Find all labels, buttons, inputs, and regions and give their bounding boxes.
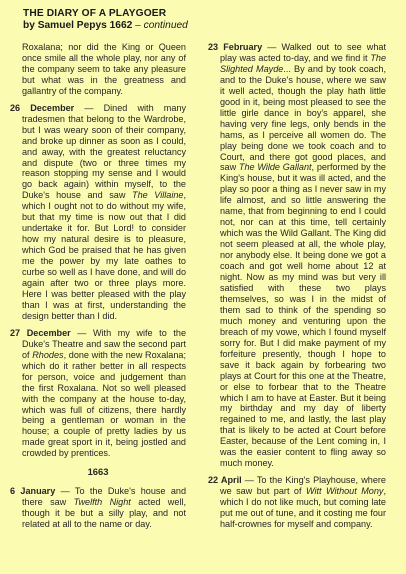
entry-date: 23 February — [208, 42, 263, 52]
diary-entry-jan-6 — [10, 486, 186, 530]
year-heading: 1663 — [87, 466, 109, 478]
diary-entry-feb-23 — [208, 42, 386, 469]
diary-entry-continuation — [10, 42, 186, 97]
play-title: Witt Without Mony — [305, 486, 384, 497]
page-header — [23, 8, 383, 32]
diary-entry-apr-22 — [208, 475, 386, 530]
continued-label: – continued — [135, 20, 188, 31]
play-title: The Wilde Gallant — [238, 162, 312, 173]
byline-text: by Samuel Pepys 1662 — [23, 20, 133, 31]
entry-text — [10, 103, 186, 322]
entry-body-b: ... By and by took coach, and to the Duke's house, where we saw it well acted, though the play hath little good in it, being most pleased to see the little girle dance in boy's apparel, she having very fine legs, only bends in the hams, as I perceive all women do. The play being done we took coach and to Court, and there got good places, and saw — [220, 63, 386, 173]
entry-body-a: — Dined with many tradesmen that belong to the Wardrobe, but I was weary soon of their company, and broke up dinner as soon as I could, and away, with the greatest reluctancy and dispute (two or three times my reason stopping my sense and I would go back again) within myself, to the Duke's house and saw — [22, 102, 186, 201]
play-title: The Villaine — [132, 190, 184, 201]
entry-text — [10, 328, 186, 459]
entry-body-b: , which I do not like much, but coming late put me out of tune, and it costing me four half-crownes for myself and company. — [220, 486, 386, 529]
entry-body-a: — With my wife to the Duke's Theatre and saw the second part of — [22, 327, 186, 360]
entry-body-b: , done with the new Roxalana; which do it rather better in all respects for person, voice and judgement than the first Roxalana. Not so well pleased with the company at the house to-day, which was full of citizens, there hardly being a gentleman or woman in the house; a couple of pretty ladies by us made great sport in it, being jostled and crowded by prentices. — [22, 349, 186, 459]
entry-date: 27 December — [10, 327, 71, 338]
diary-entry-dec-26 — [10, 103, 186, 322]
entry-body-b: acted well, though it be but a silly play, and not related at all to the name or day. — [22, 497, 186, 530]
page-title: THE DIARY OF A PLAYGOER — [23, 8, 167, 19]
left-column — [10, 42, 186, 536]
entry-body-b: , which I ought not to do without my wife, but that my time is now out that I did undertake it for. But Lord! to consider how my natural desire is to pleasure, which God be praised that he has given me the power by my late oathes to curbe so well as I have done, and will do again after two or three plays more. Here I was better pleased with the play than I was at first, understanding the design better than I did. — [22, 190, 186, 321]
entry-text: Roxalana; nor did the King or Queen once smile all the whole play, nor any of the company seem to take any pleasure but what was in the greatness and gallantry of the company. — [22, 42, 186, 96]
byline — [23, 20, 383, 32]
entry-text — [208, 475, 386, 530]
play-title: Rhodes — [32, 349, 64, 360]
right-column — [208, 42, 386, 536]
entry-date: 6 January — [10, 486, 56, 497]
entry-date: 26 December — [10, 102, 75, 113]
entry-date: 22 April — [208, 475, 242, 486]
diary-entry-dec-27 — [10, 328, 186, 459]
entry-body-a: — To the Duke's house and there saw — [22, 486, 187, 508]
entry-body-a: — To the King's Playhouse, where we saw but part of — [220, 475, 386, 497]
entry-body-a: — Walked out to see what play was acted to-day, and we find it — [220, 42, 386, 63]
play-title: The Slighted Mayde — [220, 52, 386, 74]
entry-text — [208, 42, 386, 469]
entry-text — [10, 486, 186, 530]
entry-body-c: , performed by the King's house, but it was ill acted, and the play so poor a thing as I never saw in my life almost, and so little answering the name, that from beginning to end I could not, nor can at this time, tell certainly which was the Wild Gallant. The King did not seem pleased at all, the whole play, nor anybody else. It being done we got a coach and got well home about 12 at night. Now as my mind was but very ill satisfied with these two plays themselves, so was I in the midst of them sad to think of the spending so much money and venturing upon the breach of my vowe, which I found myself sorry for. But I did make payment of my forfeiture presently, though I hope to save it back again by forbearing two plays at Court for this one at the Theatre, or else to forbear that to the Theatre which I am to have at Easter. But it being my birthday and my day of liberty regained to me, and lastly, the last play that is likely to be acted at Court before Easter, because of the Lent coming in, I was the easier content to fling away so much money. — [220, 162, 386, 469]
play-title: Twelfth Night — [73, 497, 131, 508]
